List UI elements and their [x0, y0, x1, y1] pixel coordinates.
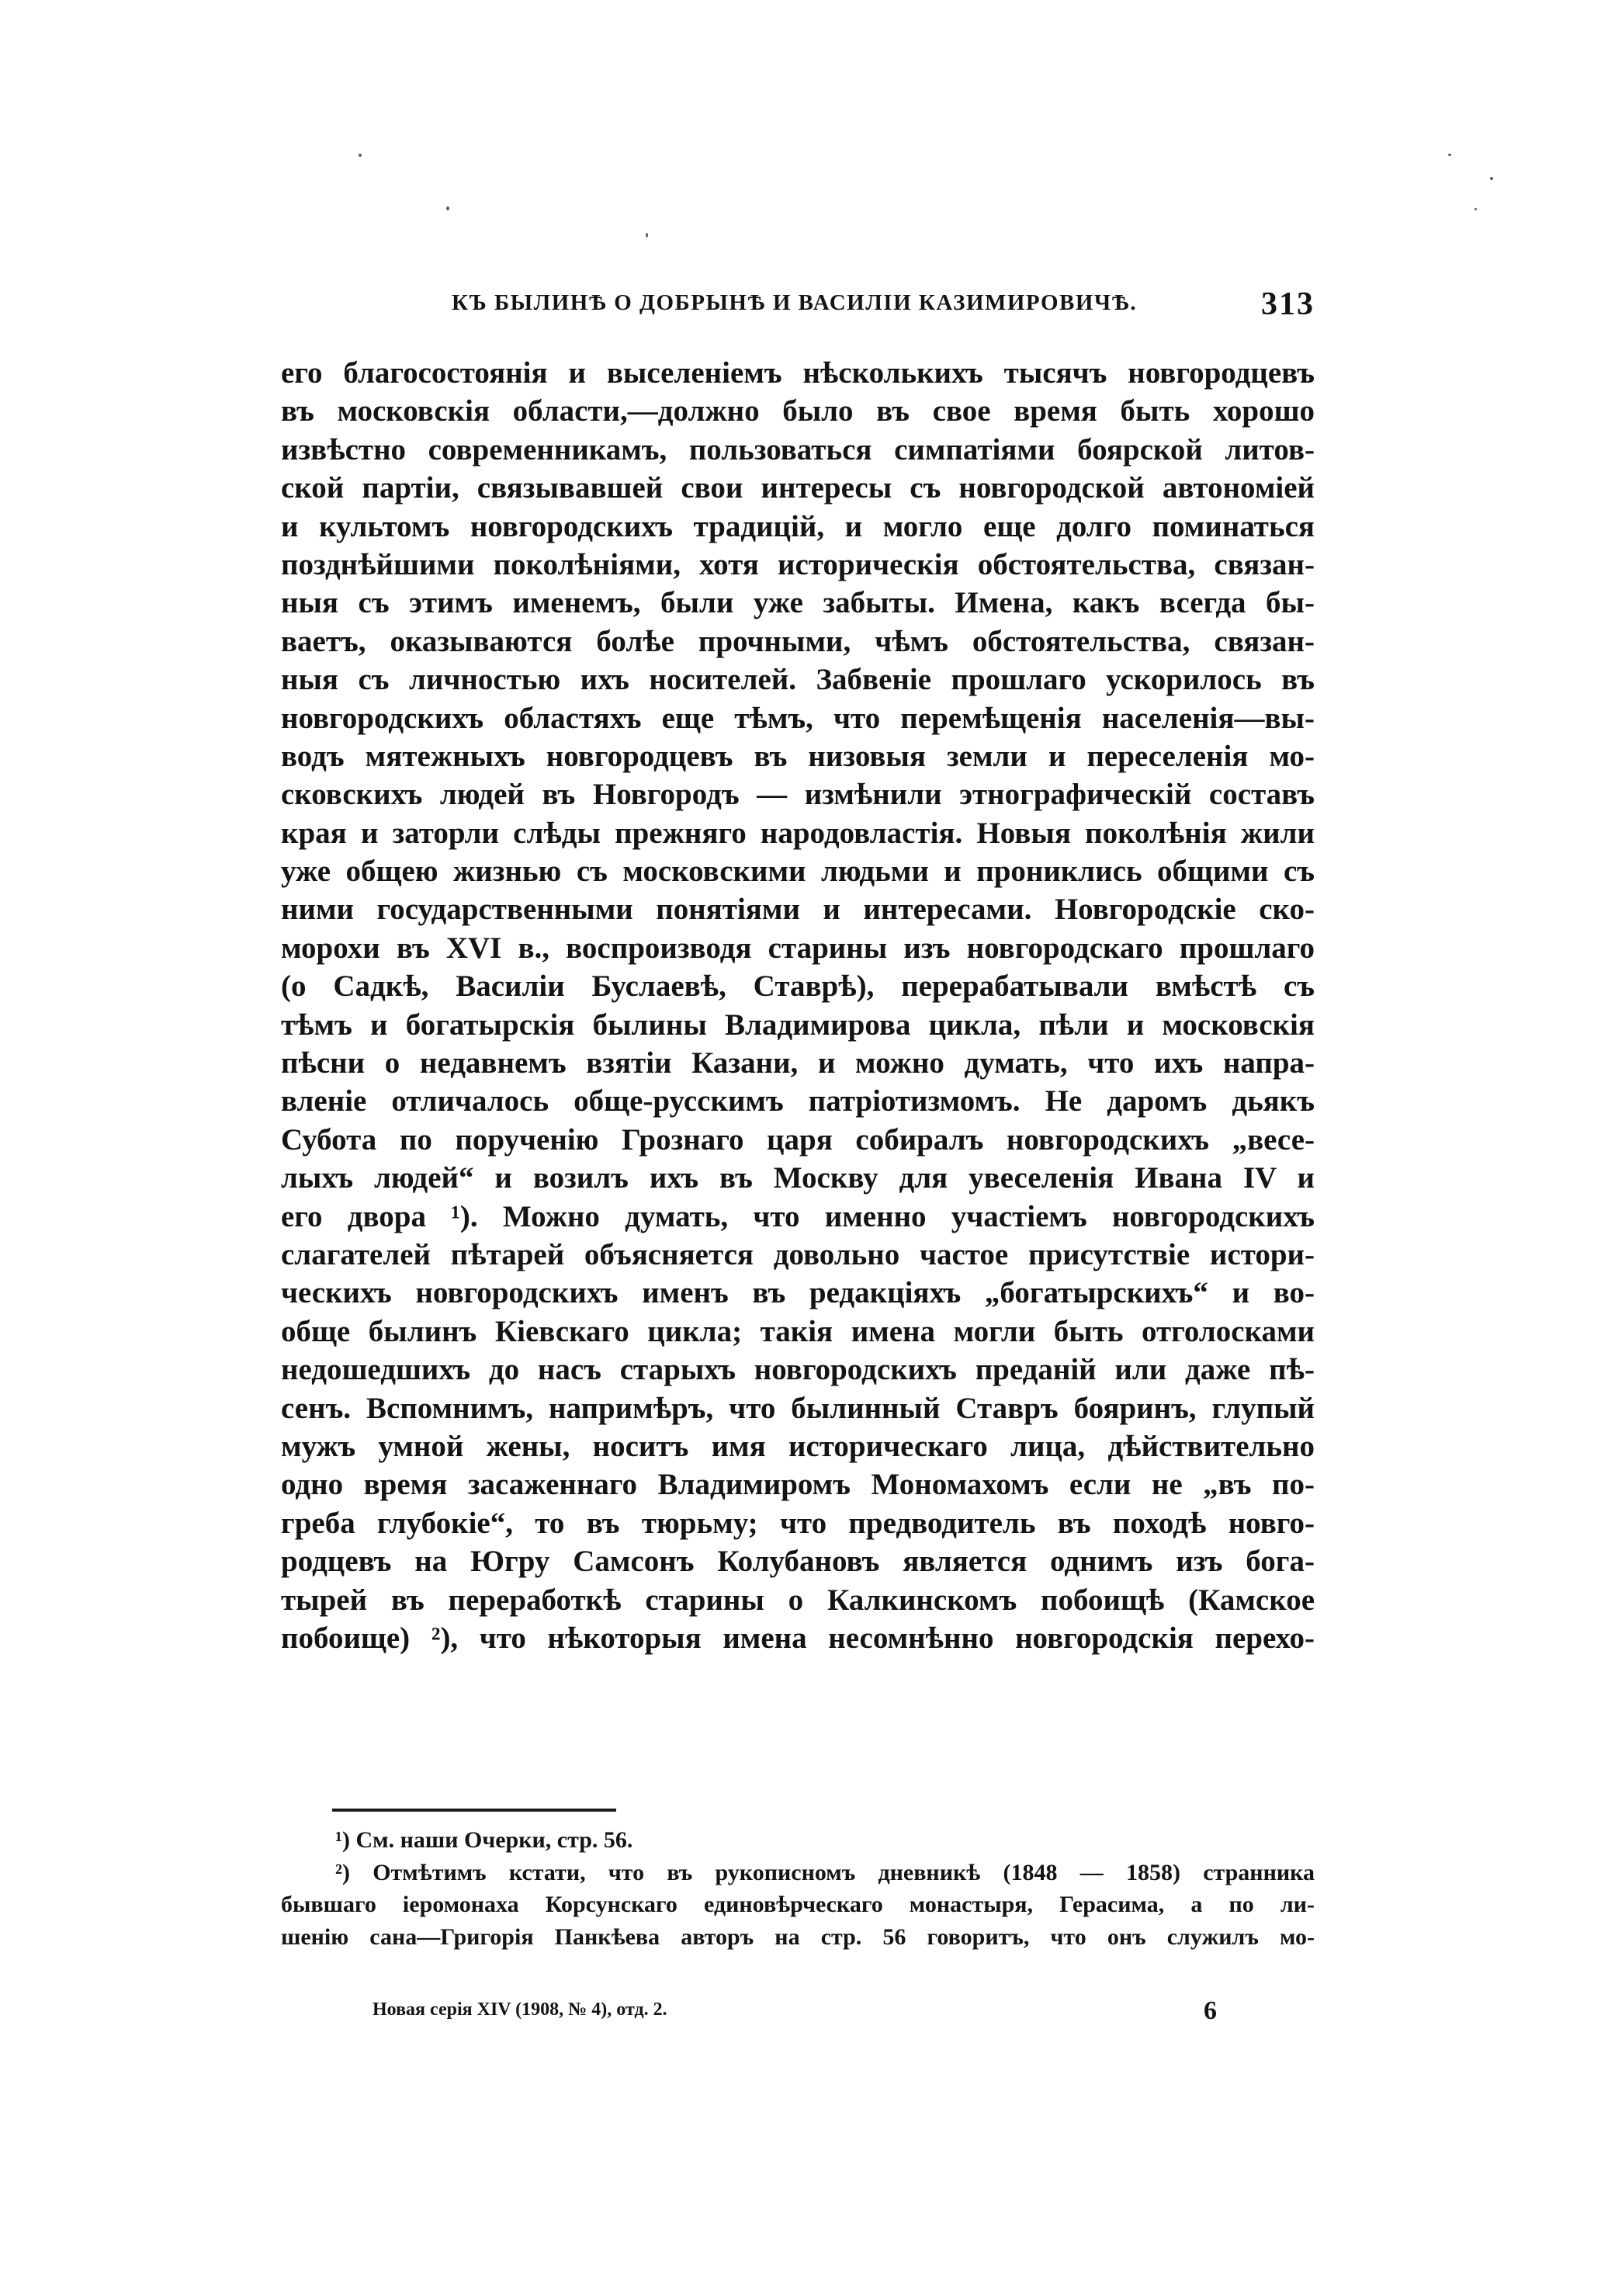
body-line: ваетъ, оказываются болѣе прочными, чѣмъ обстоятельства, связан- [281, 624, 1315, 658]
footnotes [281, 1824, 1315, 1953]
footnote-2-continued: шенію сана—Григорія Панкѣева авторъ на стр. 56 говоритъ, что онъ служилъ мо- [281, 1923, 1315, 1950]
body-line: пѣсни о недавнемъ взятіи Казани, и можно думать, что ихъ напра- [281, 1046, 1315, 1080]
print-speck [1475, 208, 1477, 210]
body-line: въ московскія области,—должно было въ свое время быть хорошо [281, 394, 1315, 428]
print-speck [1448, 154, 1451, 156]
body-line: морохи въ XVI в., воспроизводя старины изъ новгородскаго прошлаго [281, 931, 1315, 965]
footnote-divider [332, 1809, 616, 1812]
print-speck [646, 233, 648, 238]
body-line: греба глубокіе“, то въ тюрьму; что предводитель въ походѣ новго- [281, 1506, 1315, 1540]
body-line: уже общею жизнью съ московскими людьми и прониклись общими съ [281, 855, 1315, 889]
body-text [281, 354, 1315, 1657]
signature-text: Новая серія XIV (1908, № 4), отд. 2. [373, 1999, 667, 2020]
body-line: новгородскихъ областяхъ еще тѣмъ, что перемѣщенія населенія—вы- [281, 701, 1315, 735]
body-line: ской партіи, связывавшей свои интересы съ новгородской автономіей [281, 471, 1315, 505]
signature-mark: 6 [1204, 1996, 1217, 2025]
print-speck [359, 154, 362, 157]
footnote-1: ¹) См. наши Очерки, стр. 56. [335, 1827, 633, 1853]
body-line: Субота по порученію Грознаго царя собиралъ новгородскихъ „весе- [281, 1122, 1315, 1157]
body-line: сковскихъ людей въ Новгородъ — измѣнили этнографическій составъ [281, 778, 1315, 812]
body-line: водъ мятежныхъ новгородцевъ въ низовыя земли и переселенія мо- [281, 739, 1315, 773]
body-line: (о Садкѣ, Василіи Буслаевѣ, Ставрѣ), перерабатывали вмѣстѣ съ [281, 969, 1315, 1004]
footnote-2-continued: бывшаго іеромонаха Корсунскаго единовѣрческаго монастыря, Герасима, а по ли- [281, 1892, 1315, 1917]
body-line: недошедшихъ до насъ старыхъ новгородскихъ преданій или даже пѣ- [281, 1353, 1315, 1387]
body-line: тѣмъ и богатырскія былины Владимирова цикла, пѣли и московскія [281, 1008, 1315, 1042]
printer-signature [373, 1996, 1315, 2027]
body-line: извѣстно современникамъ, пользоваться симпатіями боярской литов- [281, 432, 1315, 466]
page-number: 313 [1261, 286, 1315, 322]
body-line: края и заторли слѣды прежняго народовластія. Новыя поколѣнія жили [281, 816, 1315, 850]
body-line: ческихъ новгородскихъ именъ въ редакціяхъ „богатырскихъ“ и во- [281, 1276, 1315, 1310]
body-line: одно время засаженнаго Владимиромъ Мономахомъ если не „въ по- [281, 1468, 1315, 1502]
body-line: ныя съ этимъ именемъ, были уже забыты. Имена, какъ всегда бы- [281, 586, 1315, 620]
body-line: побоище) ²), что нѣкоторыя имена несомнѣнно новгородскія перехо- [281, 1621, 1315, 1655]
running-head: КЪ БЫЛИНѢ О ДОБРЫНѢ И ВАСИЛІИ КАЗИМИРОВИЧѢ. [452, 290, 1138, 315]
footnote-2: ²) Отмѣтимъ кстати, что въ рукописномъ дневникѣ (1848 — 1858) странника [335, 1859, 1315, 1885]
body-line: его двора ¹). Можно думать, что именно участіемъ новгородскихъ [281, 1199, 1315, 1233]
print-speck [446, 206, 449, 210]
body-line: обще былинъ Кіевскаго цикла; такія имена могли быть отголосками [281, 1314, 1315, 1348]
body-line: родцевъ на Югру Самсонъ Колубановъ является однимъ изъ бога- [281, 1545, 1315, 1579]
body-line: сенъ. Вспомнимъ, напримѣръ, что былинный Ставръ бояринъ, глупый [281, 1391, 1315, 1425]
page-header [452, 286, 1315, 323]
print-speck [1490, 177, 1493, 180]
body-line: лыхъ людей“ и возилъ ихъ въ Москву для увеселенія Ивана IV и [281, 1161, 1315, 1195]
body-line: позднѣйшими поколѣніями, хотя историческія обстоятельства, связан- [281, 547, 1315, 581]
body-line: ними государственными понятіями и интересами. Новгородскіе ско- [281, 893, 1315, 927]
body-line: мужъ умной жены, носитъ имя историческаго лица, дѣйствительно [281, 1429, 1315, 1463]
body-line: тырей въ переработкѣ старины о Калкинскомъ побоищѣ (Камское [281, 1583, 1315, 1617]
body-line: вленіе отличалось обще-русскимъ патріотизмомъ. Не даромъ дьякъ [281, 1084, 1315, 1119]
body-line: ныя съ личностью ихъ носителей. Забвеніе прошлаго ускорилось въ [281, 663, 1315, 697]
body-line: слагателей пѣтарей объясняется довольно частое присутствіе истори- [281, 1237, 1315, 1271]
body-line: его благосостоянія и выселеніемъ нѣсколькихъ тысячъ новгородцевъ [281, 356, 1315, 390]
body-line: и культомъ новгородскихъ традицій, и могло еще долго поминаться [281, 509, 1315, 543]
